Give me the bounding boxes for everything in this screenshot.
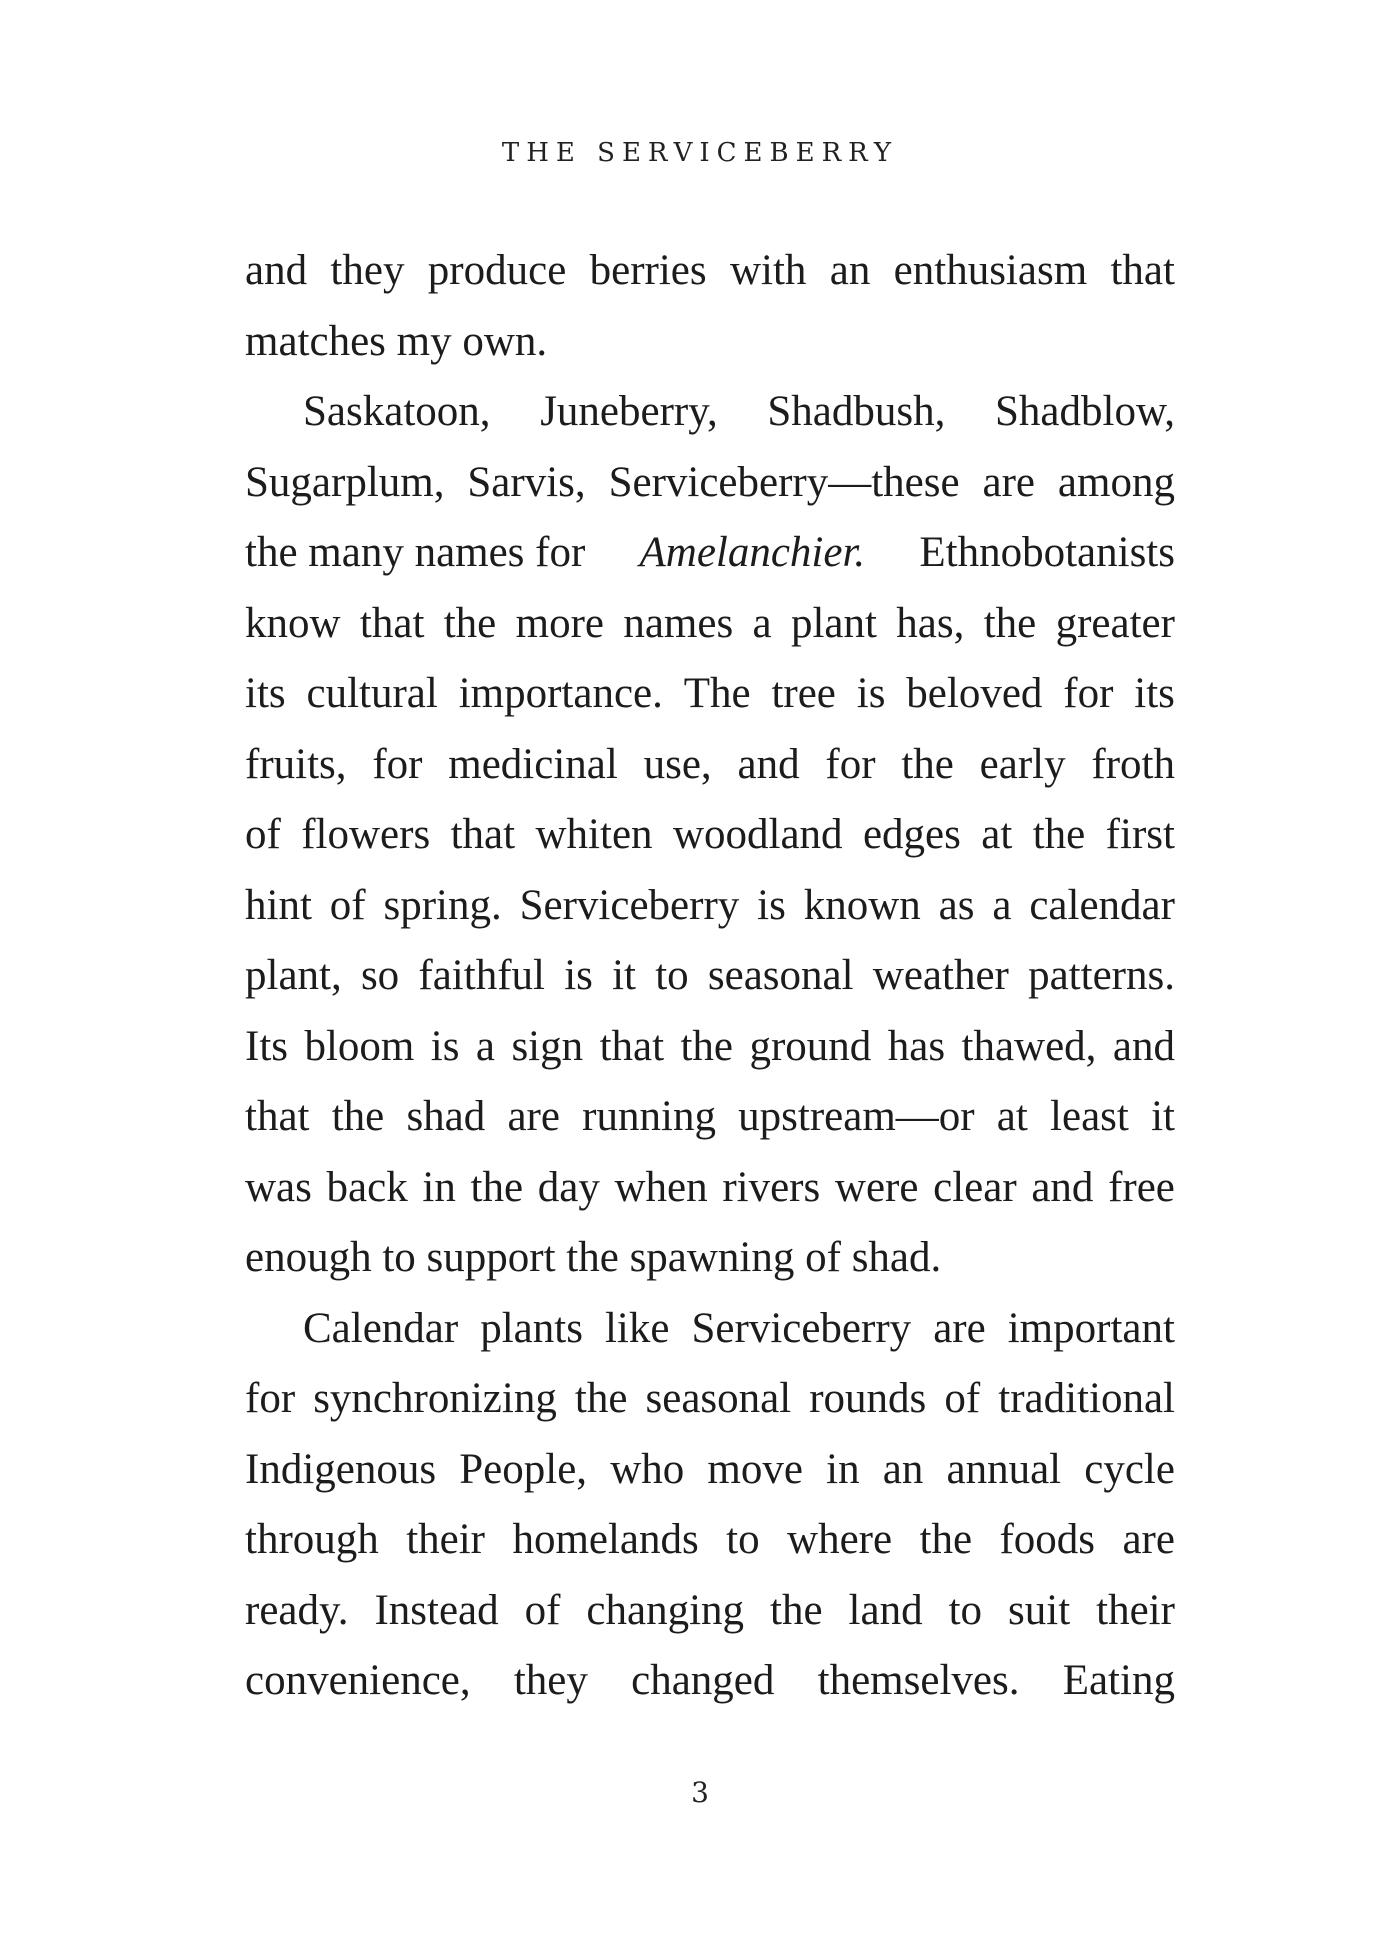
word: bloom: [304, 1022, 415, 1070]
text-line: [245, 236, 1175, 307]
word: free: [1108, 1163, 1175, 1211]
word: has,: [896, 599, 965, 647]
word: themselves.: [817, 1657, 1020, 1704]
word: fruits,: [245, 740, 347, 788]
word: like: [604, 1304, 670, 1352]
word: know: [245, 599, 341, 647]
word: faithful: [418, 952, 545, 999]
word: the: [901, 740, 954, 788]
text-line: [245, 1082, 1175, 1153]
word: cultural: [306, 670, 438, 717]
word: among: [1057, 458, 1175, 506]
word: woodland: [672, 811, 843, 858]
species-name: Amelanchier.: [639, 529, 866, 576]
word: spring.: [383, 881, 502, 929]
word: who: [610, 1445, 685, 1493]
text-line: [245, 1435, 1175, 1506]
word: foods: [999, 1516, 1096, 1563]
word: sign: [511, 1022, 584, 1070]
word: ready.: [245, 1586, 349, 1634]
word: plant: [790, 599, 877, 647]
word: the: [1032, 811, 1086, 858]
word: names: [623, 599, 734, 647]
word: with: [729, 247, 807, 294]
word: Instead: [374, 1586, 499, 1634]
word: has: [887, 1022, 946, 1070]
word: People,: [459, 1445, 588, 1493]
word: convenience,: [245, 1657, 471, 1704]
word: and: [737, 740, 800, 788]
word: shad: [406, 1093, 486, 1140]
word: through: [245, 1516, 379, 1563]
word: that: [599, 1022, 665, 1070]
word: the: [470, 1163, 524, 1211]
word: their: [1096, 1586, 1175, 1634]
word: day: [537, 1163, 600, 1211]
text-line: [245, 800, 1175, 871]
word: for: [1063, 670, 1114, 717]
word: enthusiasm: [893, 247, 1088, 294]
text-line: [245, 448, 1175, 519]
word: greater: [1055, 599, 1175, 647]
word: The: [683, 670, 751, 717]
word: and: [1112, 1022, 1175, 1070]
word: are: [507, 1093, 560, 1140]
word: patterns.: [1028, 952, 1175, 999]
word: whiten: [535, 811, 653, 858]
word: edges: [862, 811, 961, 858]
page-number: 3: [691, 1776, 709, 1809]
word: as: [938, 881, 975, 929]
word: were: [834, 1163, 919, 1211]
text-line: matches my own.: [245, 317, 548, 365]
word: the: [680, 1022, 734, 1070]
word: rivers: [722, 1163, 821, 1211]
word: Juneberry,: [540, 388, 718, 435]
word: their: [406, 1516, 486, 1563]
word: the: [574, 1375, 628, 1422]
word: move: [707, 1445, 803, 1493]
word: suit: [1008, 1586, 1071, 1634]
word: Calendar: [303, 1304, 459, 1352]
word: back: [326, 1163, 408, 1211]
word: least: [1050, 1093, 1129, 1140]
word: land: [848, 1586, 923, 1634]
word: are: [933, 1304, 986, 1352]
word: changed: [631, 1657, 775, 1704]
word: traditional: [998, 1375, 1175, 1422]
word: to: [948, 1586, 983, 1634]
running-head: THE SERVICEBERRY: [501, 138, 899, 168]
word: important: [1007, 1304, 1175, 1352]
word: rounds: [809, 1375, 927, 1422]
word: a: [992, 881, 1012, 929]
word: is: [564, 952, 593, 999]
text-line: [245, 1153, 1175, 1224]
word: of: [245, 811, 281, 858]
word: clear: [933, 1163, 1017, 1211]
word: of: [944, 1375, 981, 1422]
word: calendar: [1029, 881, 1175, 929]
word: running: [582, 1093, 716, 1140]
text-line: [245, 659, 1175, 730]
word: Sarvis,: [467, 458, 586, 506]
word: a: [475, 1022, 495, 1070]
word: for: [372, 740, 423, 788]
word: synchronizing: [313, 1375, 557, 1422]
word: Shadblow,: [995, 388, 1175, 435]
text-line: [245, 589, 1175, 660]
text-line: [245, 1576, 1175, 1647]
word: for: [245, 1375, 296, 1422]
word: so: [360, 952, 400, 999]
word: Eating: [1062, 1657, 1175, 1704]
paragraph-1: [245, 236, 1175, 377]
word: plants: [480, 1304, 583, 1352]
body-text: [245, 236, 1175, 1717]
word: first: [1105, 811, 1175, 858]
word: of: [524, 1586, 561, 1634]
word: beloved: [906, 670, 1043, 717]
word: to: [726, 1516, 760, 1563]
word: tree: [771, 670, 836, 717]
word: and: [245, 247, 308, 294]
word: importance.: [458, 670, 663, 717]
text-line: [245, 1505, 1175, 1576]
word: ground: [749, 1022, 872, 1070]
word: is: [430, 1022, 460, 1070]
word: Shadbush,: [767, 388, 946, 435]
word: is: [757, 881, 786, 929]
word: berries: [589, 247, 707, 294]
text-segment: Ethnobotanists: [919, 529, 1175, 576]
word: homelands: [512, 1516, 699, 1563]
word: early: [979, 740, 1066, 788]
word: seasonal: [645, 1375, 792, 1422]
word: that: [450, 811, 516, 858]
word: Serviceberry—these: [608, 458, 960, 506]
word: medicinal: [448, 740, 618, 788]
word: it: [612, 952, 637, 999]
word: an: [829, 247, 871, 294]
word: that: [1110, 247, 1175, 294]
text-line: [245, 871, 1175, 942]
word: was: [245, 1163, 312, 1211]
text-line: [245, 730, 1175, 801]
word: a: [752, 599, 772, 647]
word: to: [655, 952, 689, 999]
word: the: [770, 1586, 823, 1634]
text-line: [245, 1646, 1175, 1717]
word: upstream—or: [738, 1093, 975, 1140]
word: use,: [643, 740, 712, 788]
word: that: [245, 1093, 310, 1140]
word: they: [513, 1657, 588, 1704]
word: an: [882, 1445, 924, 1493]
word: they: [330, 247, 405, 294]
word: the: [983, 599, 1037, 647]
word: are: [982, 458, 1035, 506]
word: its: [1134, 670, 1175, 717]
word: Serviceberry: [519, 881, 740, 929]
text-line: [245, 377, 1175, 448]
word: for: [825, 740, 876, 788]
paragraph-3: [245, 1294, 1175, 1717]
word: it: [1151, 1093, 1175, 1140]
text-line: [245, 1012, 1175, 1083]
word: the: [443, 599, 497, 647]
word: plant,: [245, 952, 342, 999]
word: cycle: [1084, 1445, 1175, 1493]
text-line: [245, 941, 1175, 1012]
text-line: [245, 1294, 1175, 1365]
word: Serviceberry: [691, 1304, 912, 1352]
word: weather: [872, 952, 1009, 999]
word: Saskatoon,: [303, 388, 491, 435]
word: hint: [245, 881, 312, 929]
word: more: [515, 599, 604, 647]
word: annual: [946, 1445, 1062, 1493]
word: produce: [427, 247, 567, 294]
word: of: [329, 881, 366, 929]
word: when: [614, 1163, 708, 1211]
word: thawed,: [961, 1022, 1097, 1070]
text-segment: the many names for: [245, 529, 586, 576]
word: in: [826, 1445, 860, 1493]
word: seasonal: [707, 952, 854, 999]
word: the: [331, 1093, 385, 1140]
word: froth: [1091, 740, 1175, 788]
word: in: [422, 1163, 456, 1211]
word: at: [981, 811, 1013, 858]
text-line: [245, 1364, 1175, 1435]
text-line: [245, 518, 1175, 589]
word: are: [1122, 1516, 1175, 1563]
paragraph-2: [245, 377, 1175, 1294]
word: Sugarplum,: [245, 458, 445, 506]
text-line: enough to support the spawning of shad.: [245, 1234, 942, 1281]
word: at: [996, 1093, 1028, 1140]
word: Indigenous: [245, 1445, 437, 1493]
word: changing: [586, 1586, 745, 1634]
word: where: [787, 1516, 893, 1563]
word: flowers: [301, 811, 431, 858]
word: and: [1031, 1163, 1094, 1211]
word: is: [856, 670, 886, 717]
word: the: [919, 1516, 973, 1563]
word: known: [803, 881, 921, 929]
word: its: [245, 670, 286, 717]
word: that: [359, 599, 425, 647]
word: Its: [245, 1022, 288, 1070]
